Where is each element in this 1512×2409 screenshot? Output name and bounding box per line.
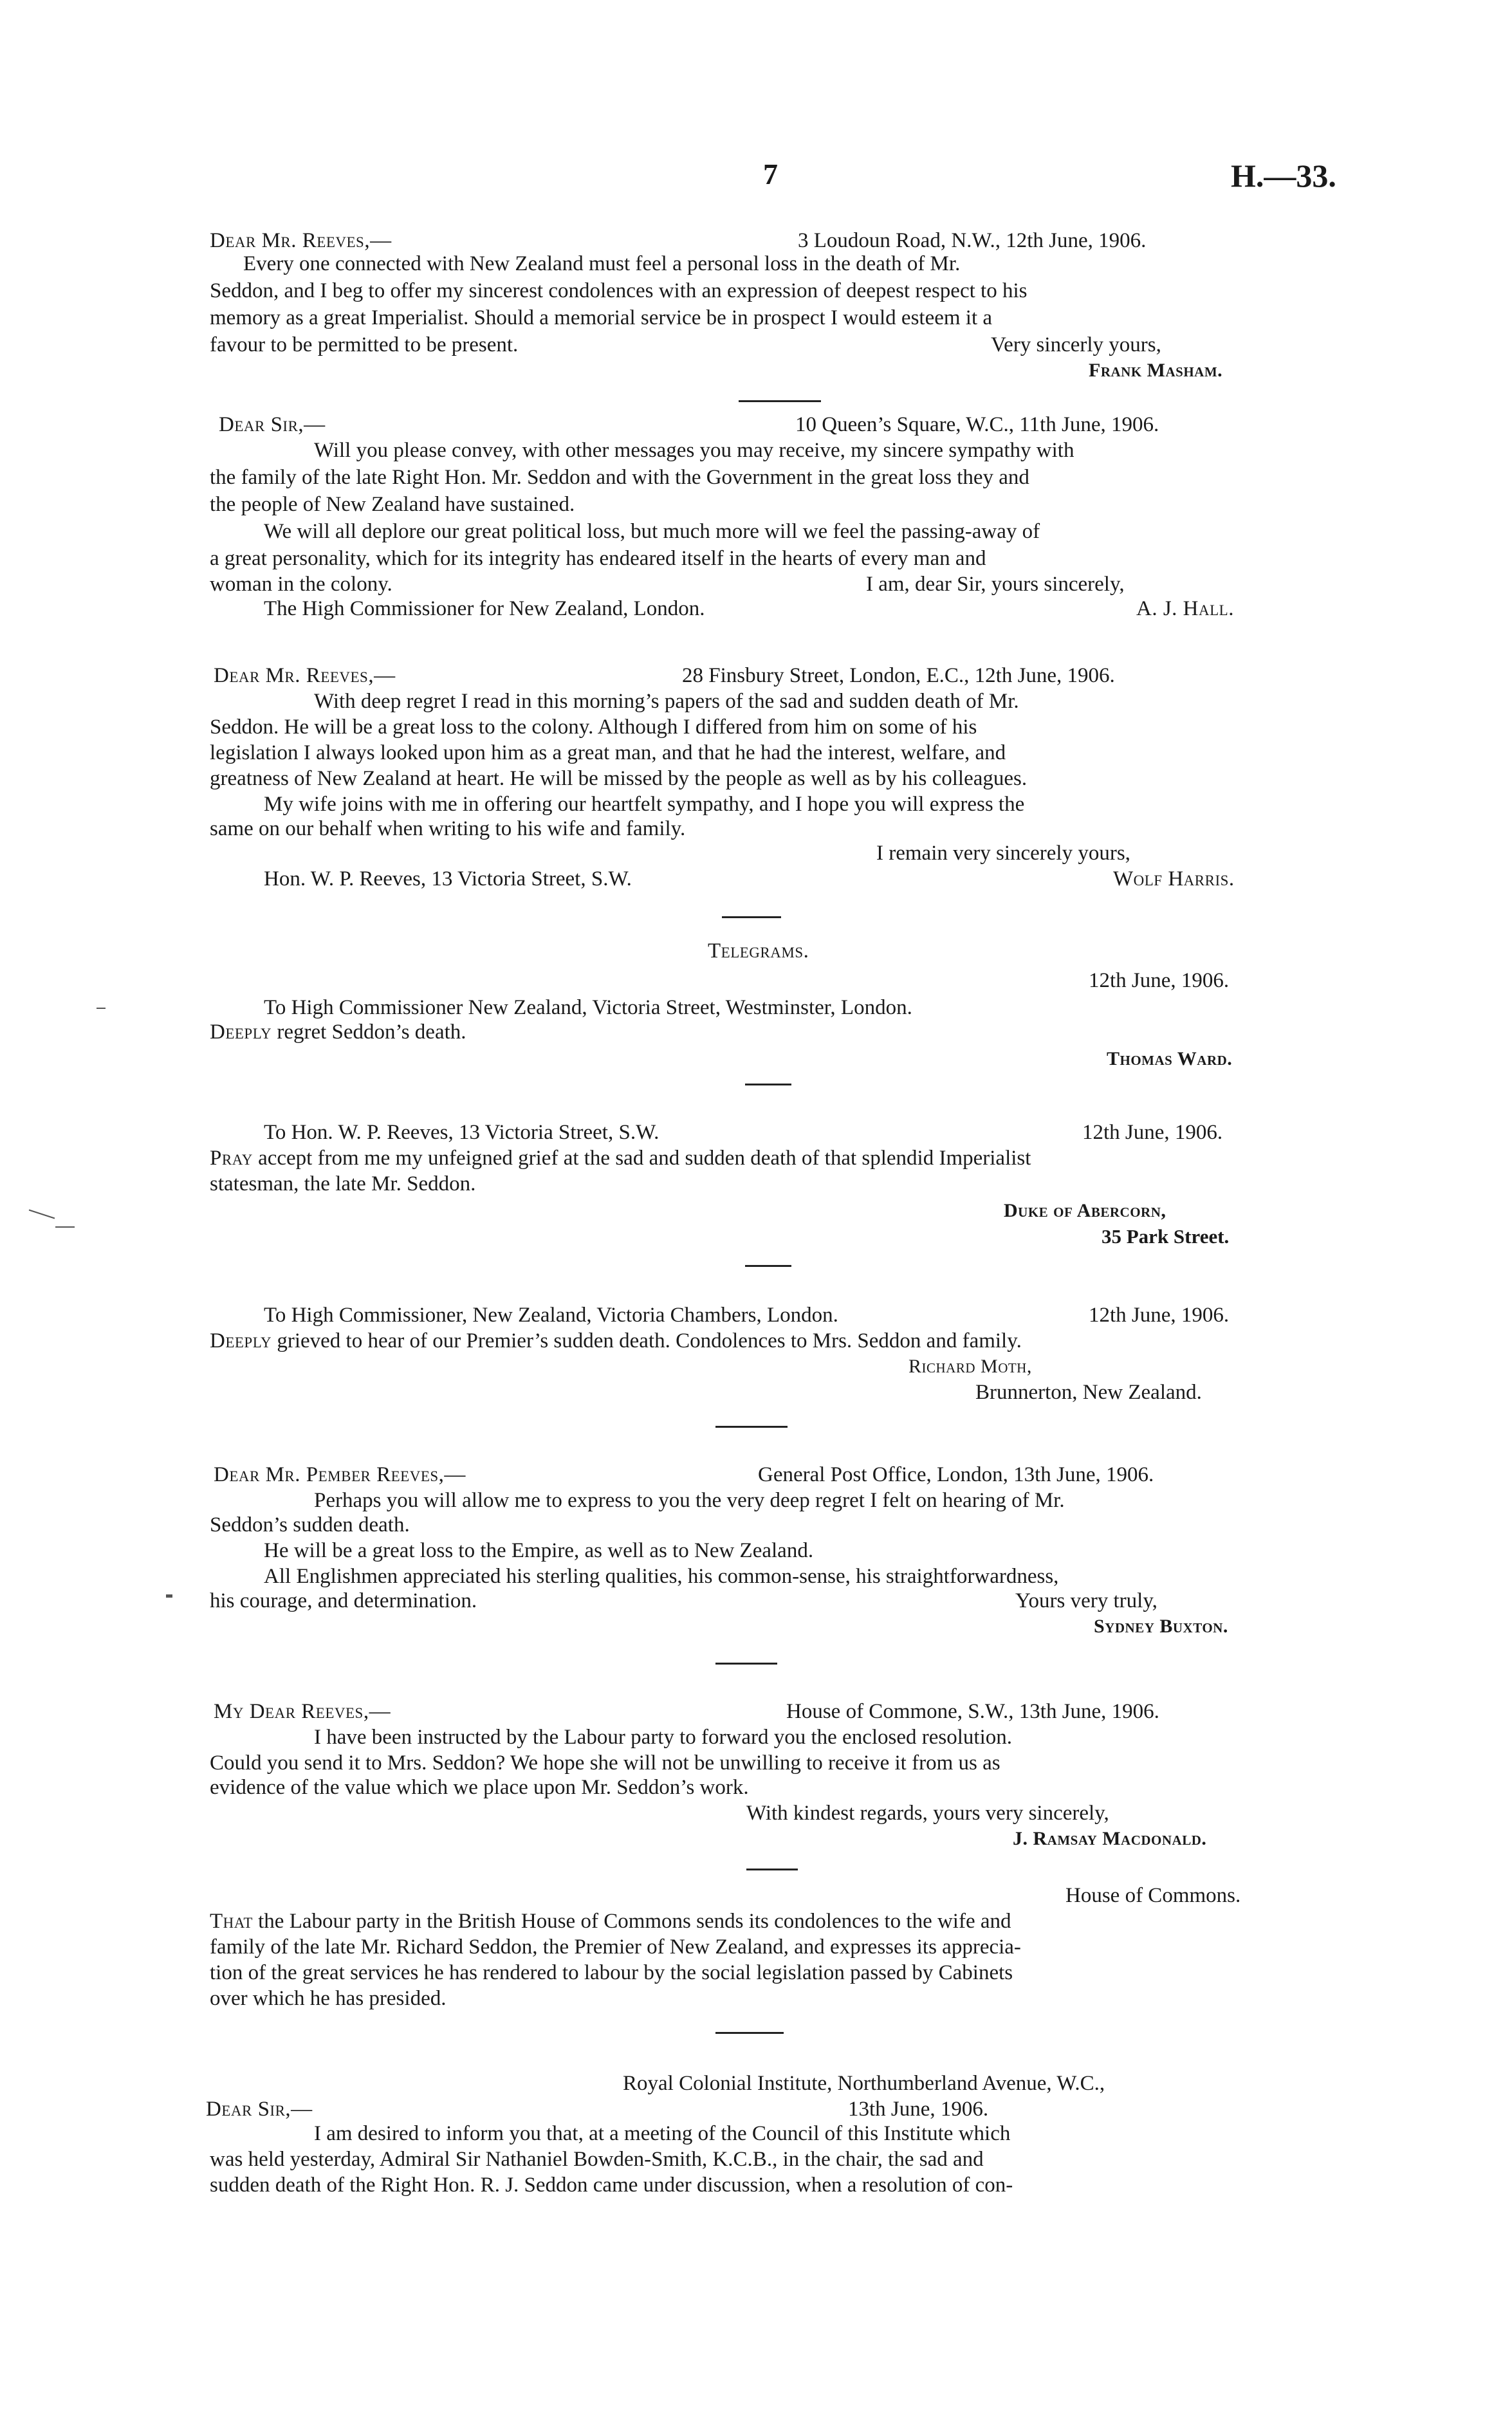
letter-date: 13th June, 1906. (848, 2098, 989, 2121)
section-divider (715, 1663, 777, 1665)
telegram-signature: Duke of Abercorn, (1004, 1200, 1166, 1221)
telegram-signature-address: Brunnerton, New Zealand. (975, 1381, 1202, 1404)
letter-body-line: Seddon. He will be a great loss to the colony. Although I differed from him on some of his (210, 715, 977, 739)
letter-body-line: memory as a great Imperialist. Should a memorial service be in prospect I would esteem it a (210, 306, 993, 329)
letter-body-line: I have been instructed by the Labour party to forward you the enclosed resolution. (314, 1726, 1012, 1749)
telegram-lead-word: Deeply (210, 1020, 272, 1044)
document-reference: H.—33. (1231, 158, 1336, 194)
letter-body-line: sudden death of the Right Hon. R. J. Seddon came under discussion, when a resolution of con- (210, 2174, 1013, 2197)
letter-body-line: legislation I always looked upon him as a great man, and that he had the interest, welfare, and (210, 741, 1006, 764)
letter-salutation: Dear Mr. Reeves,— (210, 229, 392, 252)
letter-body-line: his courage, and determination. (210, 1589, 477, 1612)
section-divider (745, 1084, 791, 1085)
telegram-body-text: grieved to hear of our Premier’s sudden death. Condolences to Mrs. Seddon and family. (272, 1329, 1022, 1352)
letter-addressee: Hon. W. P. Reeves, 13 Victoria Street, S.W. (264, 867, 632, 891)
telegram-date: 12th June, 1906. (1089, 969, 1230, 992)
telegram-body (210, 1145, 1031, 1171)
letter-body-line: Perhaps you will allow me to express to you the very deep regret I felt on hearing of Mr. (314, 1489, 1065, 1512)
page-number: 7 (763, 158, 778, 190)
letter-closing: I am, dear Sir, yours sincerely, (866, 573, 1125, 596)
telegram-signature: Thomas Ward. (1107, 1048, 1233, 1069)
scan-mark (97, 1008, 106, 1009)
letter-body-line: With deep regret I read in this morning’s papers of the sad and sudden death of Mr. (314, 690, 1019, 713)
letter-signature: Sydney Buxton. (1094, 1616, 1228, 1637)
resolution-lead-word: That (210, 1910, 253, 1933)
telegram-signature: Richard Moth, (908, 1356, 1032, 1377)
letter-salutation: Dear Mr. Pember Reeves,— (214, 1463, 466, 1486)
telegram-recipient: To High Commissioner, New Zealand, Victoria Chambers, London. (264, 1304, 838, 1327)
letter-body-line: He will be a great loss to the Empire, as well as to New Zealand. (264, 1539, 814, 1562)
letter-body-line: same on our behalf when writing to his wife and family. (210, 817, 686, 840)
letter-signature: A. J. Hall. (1136, 597, 1234, 620)
letter-body-line: was held yesterday, Admiral Sir Nathaniel Bowden-Smith, K.C.B., in the chair, the sad and (210, 2148, 984, 2171)
section-divider (745, 1265, 791, 1267)
telegram-recipient: To Hon. W. P. Reeves, 13 Victoria Street, S.W. (264, 1121, 659, 1144)
telegram-lead-word: Pray (210, 1147, 253, 1170)
letter-body-line: My wife joins with me in offering our heartfelt sympathy, and I hope you will express the (264, 793, 1025, 816)
letter-salutation: My Dear Reeves,— (214, 1700, 391, 1723)
letter-body-line: favour to be permitted to be present. (210, 333, 519, 356)
section-divider (715, 1426, 788, 1428)
scan-mark (55, 1226, 75, 1228)
letter-address: Royal Colonial Institute, Northumberland Avenue, W.C., (623, 2072, 1105, 2095)
telegram-body (210, 1019, 466, 1045)
resolution-place: House of Commons. (1065, 1884, 1241, 1907)
letter-body-line: Seddon’s sudden death. (210, 1513, 410, 1537)
letter-body-line: a great personality, which for its integrity has endeared itself in the hearts of every man and (210, 547, 986, 570)
letter-address: 10 Queen’s Square, W.C., 11th June, 1906. (795, 413, 1159, 436)
letter-closing: I remain very sincerely yours, (876, 842, 1130, 865)
resolution-body (210, 1908, 1011, 1934)
telegram-body-text: regret Seddon’s death. (272, 1020, 466, 1044)
section-divider (722, 916, 781, 918)
section-divider (739, 400, 821, 402)
telegram-body-line: statesman, the late Mr. Seddon. (210, 1172, 476, 1195)
letter-body-line: woman in the colony. (210, 573, 392, 596)
resolution-text: the Labour party in the British House of Commons sends its condolences to the wife and (252, 1910, 1011, 1933)
section-divider (715, 2032, 784, 2034)
letter-closing: Very sincerly yours, (991, 333, 1161, 356)
section-divider (746, 1869, 798, 1870)
letter-signature: J. Ramsay Macdonald. (1013, 1828, 1207, 1849)
letter-signature: Wolf Harris. (1113, 867, 1235, 891)
letter-body-line: I am desired to inform you that, at a meeting of the Council of this Institute which (314, 2122, 1011, 2145)
letter-address: 28 Finsbury Street, London, E.C., 12th June, 1906. (682, 664, 1115, 687)
letter-signature: Frank Masham. (1089, 360, 1223, 381)
telegram-body (210, 1328, 1022, 1354)
scan-mark (166, 1594, 172, 1598)
letter-closing: Yours very truly, (1015, 1589, 1157, 1612)
letter-address: House of Commone, S.W., 13th June, 1906. (786, 1700, 1159, 1723)
letter-addressee: The High Commissioner for New Zealand, London. (264, 597, 705, 620)
scan-mark (29, 1210, 55, 1219)
telegram-date: 12th June, 1906. (1082, 1121, 1223, 1144)
letter-body-line: Seddon, and I beg to offer my sincerest condolences with an expression of deepest respect to his (210, 279, 1028, 302)
letter-body-line: Could you send it to Mrs. Seddon? We hope she will not be unwilling to receive it from us as (210, 1751, 1000, 1775)
telegram-recipient: To High Commissioner New Zealand, Victoria Street, Westminster, London. (264, 996, 912, 1019)
letter-body-line: greatness of New Zealand at heart. He will be missed by the people as well as by his colleagues. (210, 767, 1028, 790)
letter-body-line: evidence of the value which we place upon Mr. Seddon’s work. (210, 1776, 749, 1799)
resolution-line: tion of the great services he has rendered to labour by the social legislation passed by Cabinets (210, 1961, 1013, 1984)
letter-address: 3 Loudoun Road, N.W., 12th June, 1906. (798, 229, 1147, 252)
letter-body-line: Every one connected with New Zealand must feel a personal loss in the death of Mr. (243, 252, 961, 275)
letter-body-line: Will you please convey, with other messages you may receive, my sincere sympathy with (314, 439, 1074, 462)
letter-body-line: All Englishmen appreciated his sterling qualities, his common-sense, his straightforwardness, (264, 1565, 1059, 1588)
telegram-date: 12th June, 1906. (1089, 1304, 1230, 1327)
letter-salutation: Dear Mr. Reeves,— (214, 664, 396, 687)
letter-salutation: Dear Sir,— (206, 2098, 313, 2121)
telegram-lead-word: Deeply (210, 1329, 272, 1352)
letter-salutation: Dear Sir,— (219, 413, 326, 436)
resolution-line: family of the late Mr. Richard Seddon, the Premier of New Zealand, and expresses its apprecia- (210, 1935, 1021, 1959)
letter-body-line: the people of New Zealand have sustained. (210, 493, 575, 516)
telegram-signature-address: 35 Park Street. (1102, 1225, 1230, 1248)
letter-address: General Post Office, London, 13th June, 1906. (758, 1463, 1154, 1486)
section-heading: Telegrams. (708, 939, 809, 963)
telegram-body-text: accept from me my unfeigned grief at the sad and sudden death of that splendid Imperialist (252, 1147, 1031, 1170)
letter-body-line: We will all deplore our great political loss, but much more will we feel the passing-away of (264, 520, 1040, 543)
letter-closing: With kindest regards, yours very sincerely, (746, 1802, 1109, 1825)
letter-body-line: the family of the late Right Hon. Mr. Seddon and with the Government in the great loss they and (210, 466, 1029, 489)
resolution-line: over which he has presided. (210, 1987, 447, 2010)
